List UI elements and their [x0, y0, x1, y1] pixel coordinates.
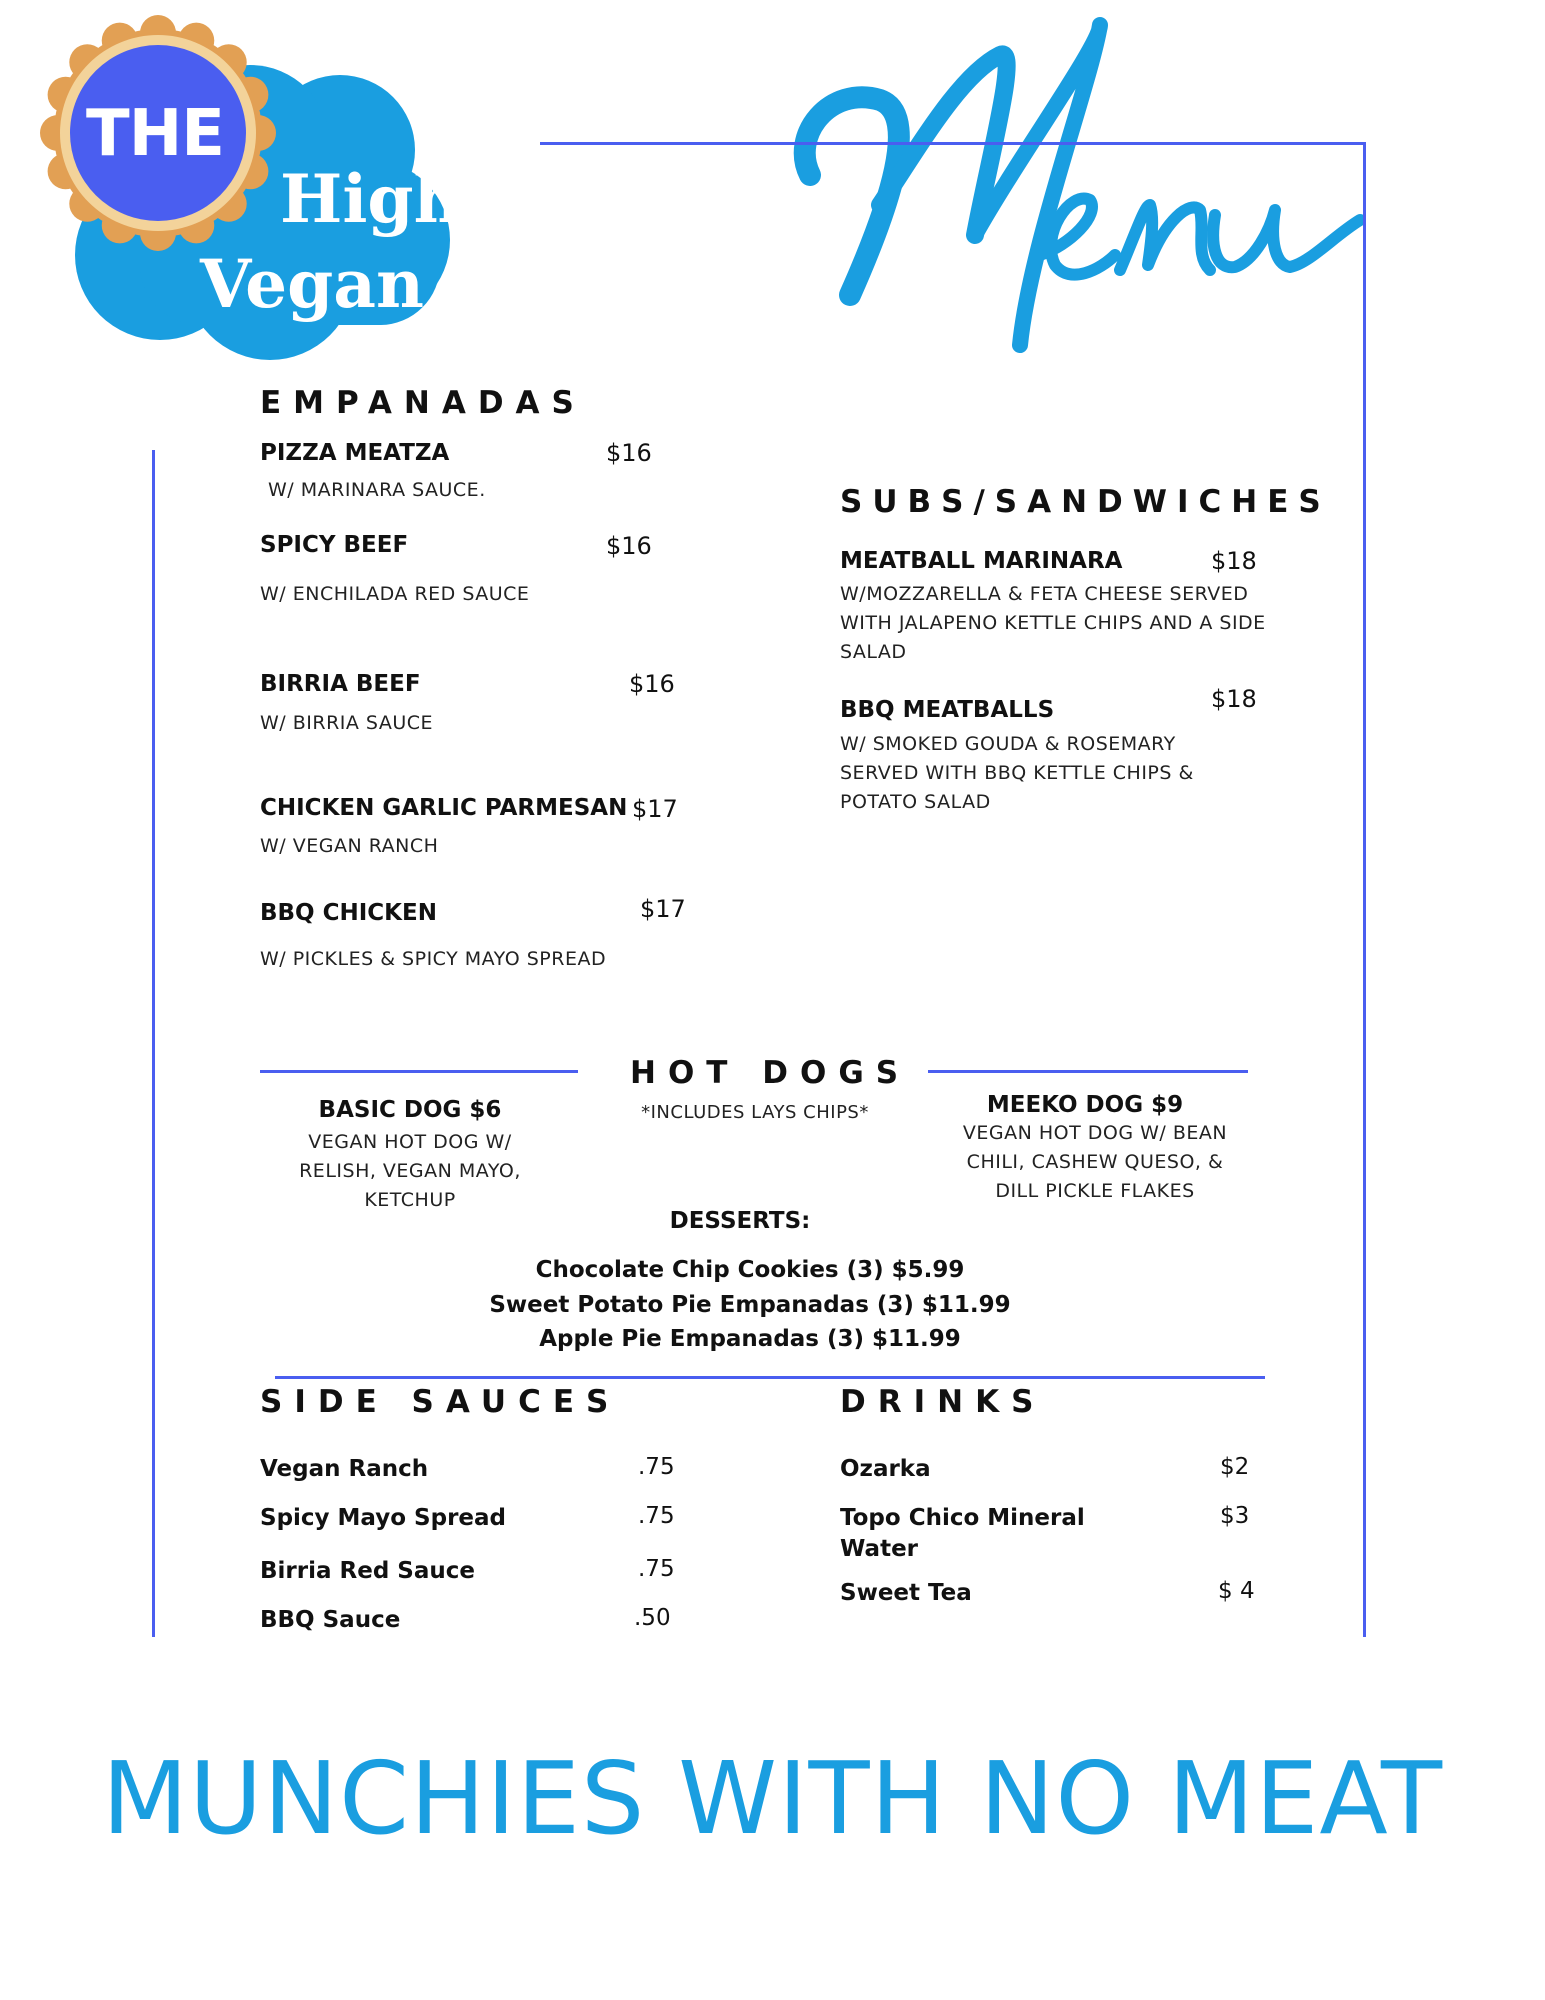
hotdogs-note: *INCLUDES LAYS CHIPS*	[641, 1102, 869, 1123]
item-desc: W/ SMOKED GOUDA & ROSEMARY SERVED WITH BBQ KETTLE CHIPS & POTATO SALAD	[840, 733, 1194, 813]
subs-title: SUBS/SANDWICHES	[840, 484, 1331, 520]
sauce-price: .75	[638, 1454, 675, 1480]
drink-price: $ 4	[1218, 1578, 1255, 1604]
frame-left-line	[152, 450, 155, 1637]
item-desc: W/ PICKLES & SPICY MAYO SPREAD	[260, 948, 607, 970]
item-price: $18	[1211, 547, 1257, 575]
item-price: $16	[606, 439, 652, 467]
hotdog-name: MEEKO DOG $9	[986, 1092, 1184, 1118]
item-name: SPICY BEEF	[260, 532, 409, 558]
item-desc: W/ BIRRIA SAUCE	[260, 712, 433, 734]
drinks-title: DRINKS	[840, 1384, 1046, 1420]
item-desc: W/ MARINARA SAUCE.	[268, 479, 486, 501]
item-price: $16	[629, 670, 675, 698]
menu-script-title	[770, 5, 1390, 365]
item-name: CHICKEN GARLIC PARMESAN	[260, 795, 628, 821]
sauce-price: .50	[634, 1605, 671, 1631]
sauce-price: .75	[638, 1556, 675, 1582]
item-price: $17	[640, 895, 686, 923]
dessert-item: Chocolate Chip Cookies (3) $5.99	[535, 1257, 965, 1283]
logo-vegan-text: Vegan	[200, 245, 425, 323]
item-desc: W/ ENCHILADA RED SAUCE	[260, 583, 530, 605]
drink-name: Topo Chico Mineral Water	[840, 1505, 1085, 1562]
item-desc: W/ VEGAN RANCH	[260, 835, 439, 857]
item-name: PIZZA MEATZA	[260, 440, 450, 466]
item-name: MEATBALL MARINARA	[840, 548, 1123, 574]
hotdog-name: BASIC DOG $6	[318, 1097, 502, 1123]
sauce-price: .75	[638, 1503, 675, 1529]
hotdog-desc: VEGAN HOT DOG W/ RELISH, VEGAN MAYO, KETCHUP	[299, 1131, 521, 1211]
logo	[40, 5, 510, 365]
desserts-bottom-rule	[275, 1376, 1265, 1379]
dessert-item: Sweet Potato Pie Empanadas (3) $11.99	[489, 1292, 1011, 1318]
hotdogs-left-rule	[260, 1070, 578, 1073]
item-desc: W/MOZZARELLA & FETA CHEESE SERVED WITH JALAPENO KETTLE CHIPS AND A SIDE SALAD	[840, 583, 1266, 663]
sauces-title: SIDE SAUCES	[260, 1384, 621, 1420]
logo-high-text: High	[280, 160, 462, 238]
sauce-name: Vegan Ranch	[260, 1456, 429, 1482]
hotdogs-title: HOT DOGS	[630, 1055, 911, 1091]
drink-name: Sweet Tea	[840, 1580, 972, 1606]
item-name: BBQ MEATBALLS	[840, 697, 1055, 723]
drink-price: $2	[1220, 1454, 1250, 1480]
hotdogs-right-rule	[928, 1070, 1248, 1073]
item-price: $16	[606, 532, 652, 560]
item-name: BBQ CHICKEN	[260, 900, 437, 926]
logo-the-text: THE	[86, 97, 224, 171]
sauce-name: BBQ Sauce	[260, 1607, 401, 1633]
sauce-name: Birria Red Sauce	[260, 1558, 475, 1584]
dessert-item: Apple Pie Empanadas (3) $11.99	[539, 1326, 961, 1352]
item-price: $17	[632, 795, 678, 823]
empanadas-title: EMPANADAS	[260, 385, 586, 421]
desserts-title: DESSERTS:	[669, 1208, 811, 1234]
item-name: BIRRIA BEEF	[260, 671, 421, 697]
drink-name: Ozarka	[840, 1456, 931, 1482]
menu-script-graphic	[770, 5, 1390, 365]
item-price: $18	[1211, 685, 1257, 713]
drink-price: $3	[1220, 1503, 1250, 1529]
frame-top-line	[540, 142, 1365, 145]
sauce-name: Spicy Mayo Spread	[260, 1505, 507, 1531]
tagline: MUNCHIES WITH NO MEAT	[101, 1740, 1444, 1857]
hotdog-desc: VEGAN HOT DOG W/ BEAN CHILI, CASHEW QUESO, & DILL PICKLE FLAKES	[962, 1122, 1228, 1202]
frame-right-line	[1363, 142, 1366, 1637]
